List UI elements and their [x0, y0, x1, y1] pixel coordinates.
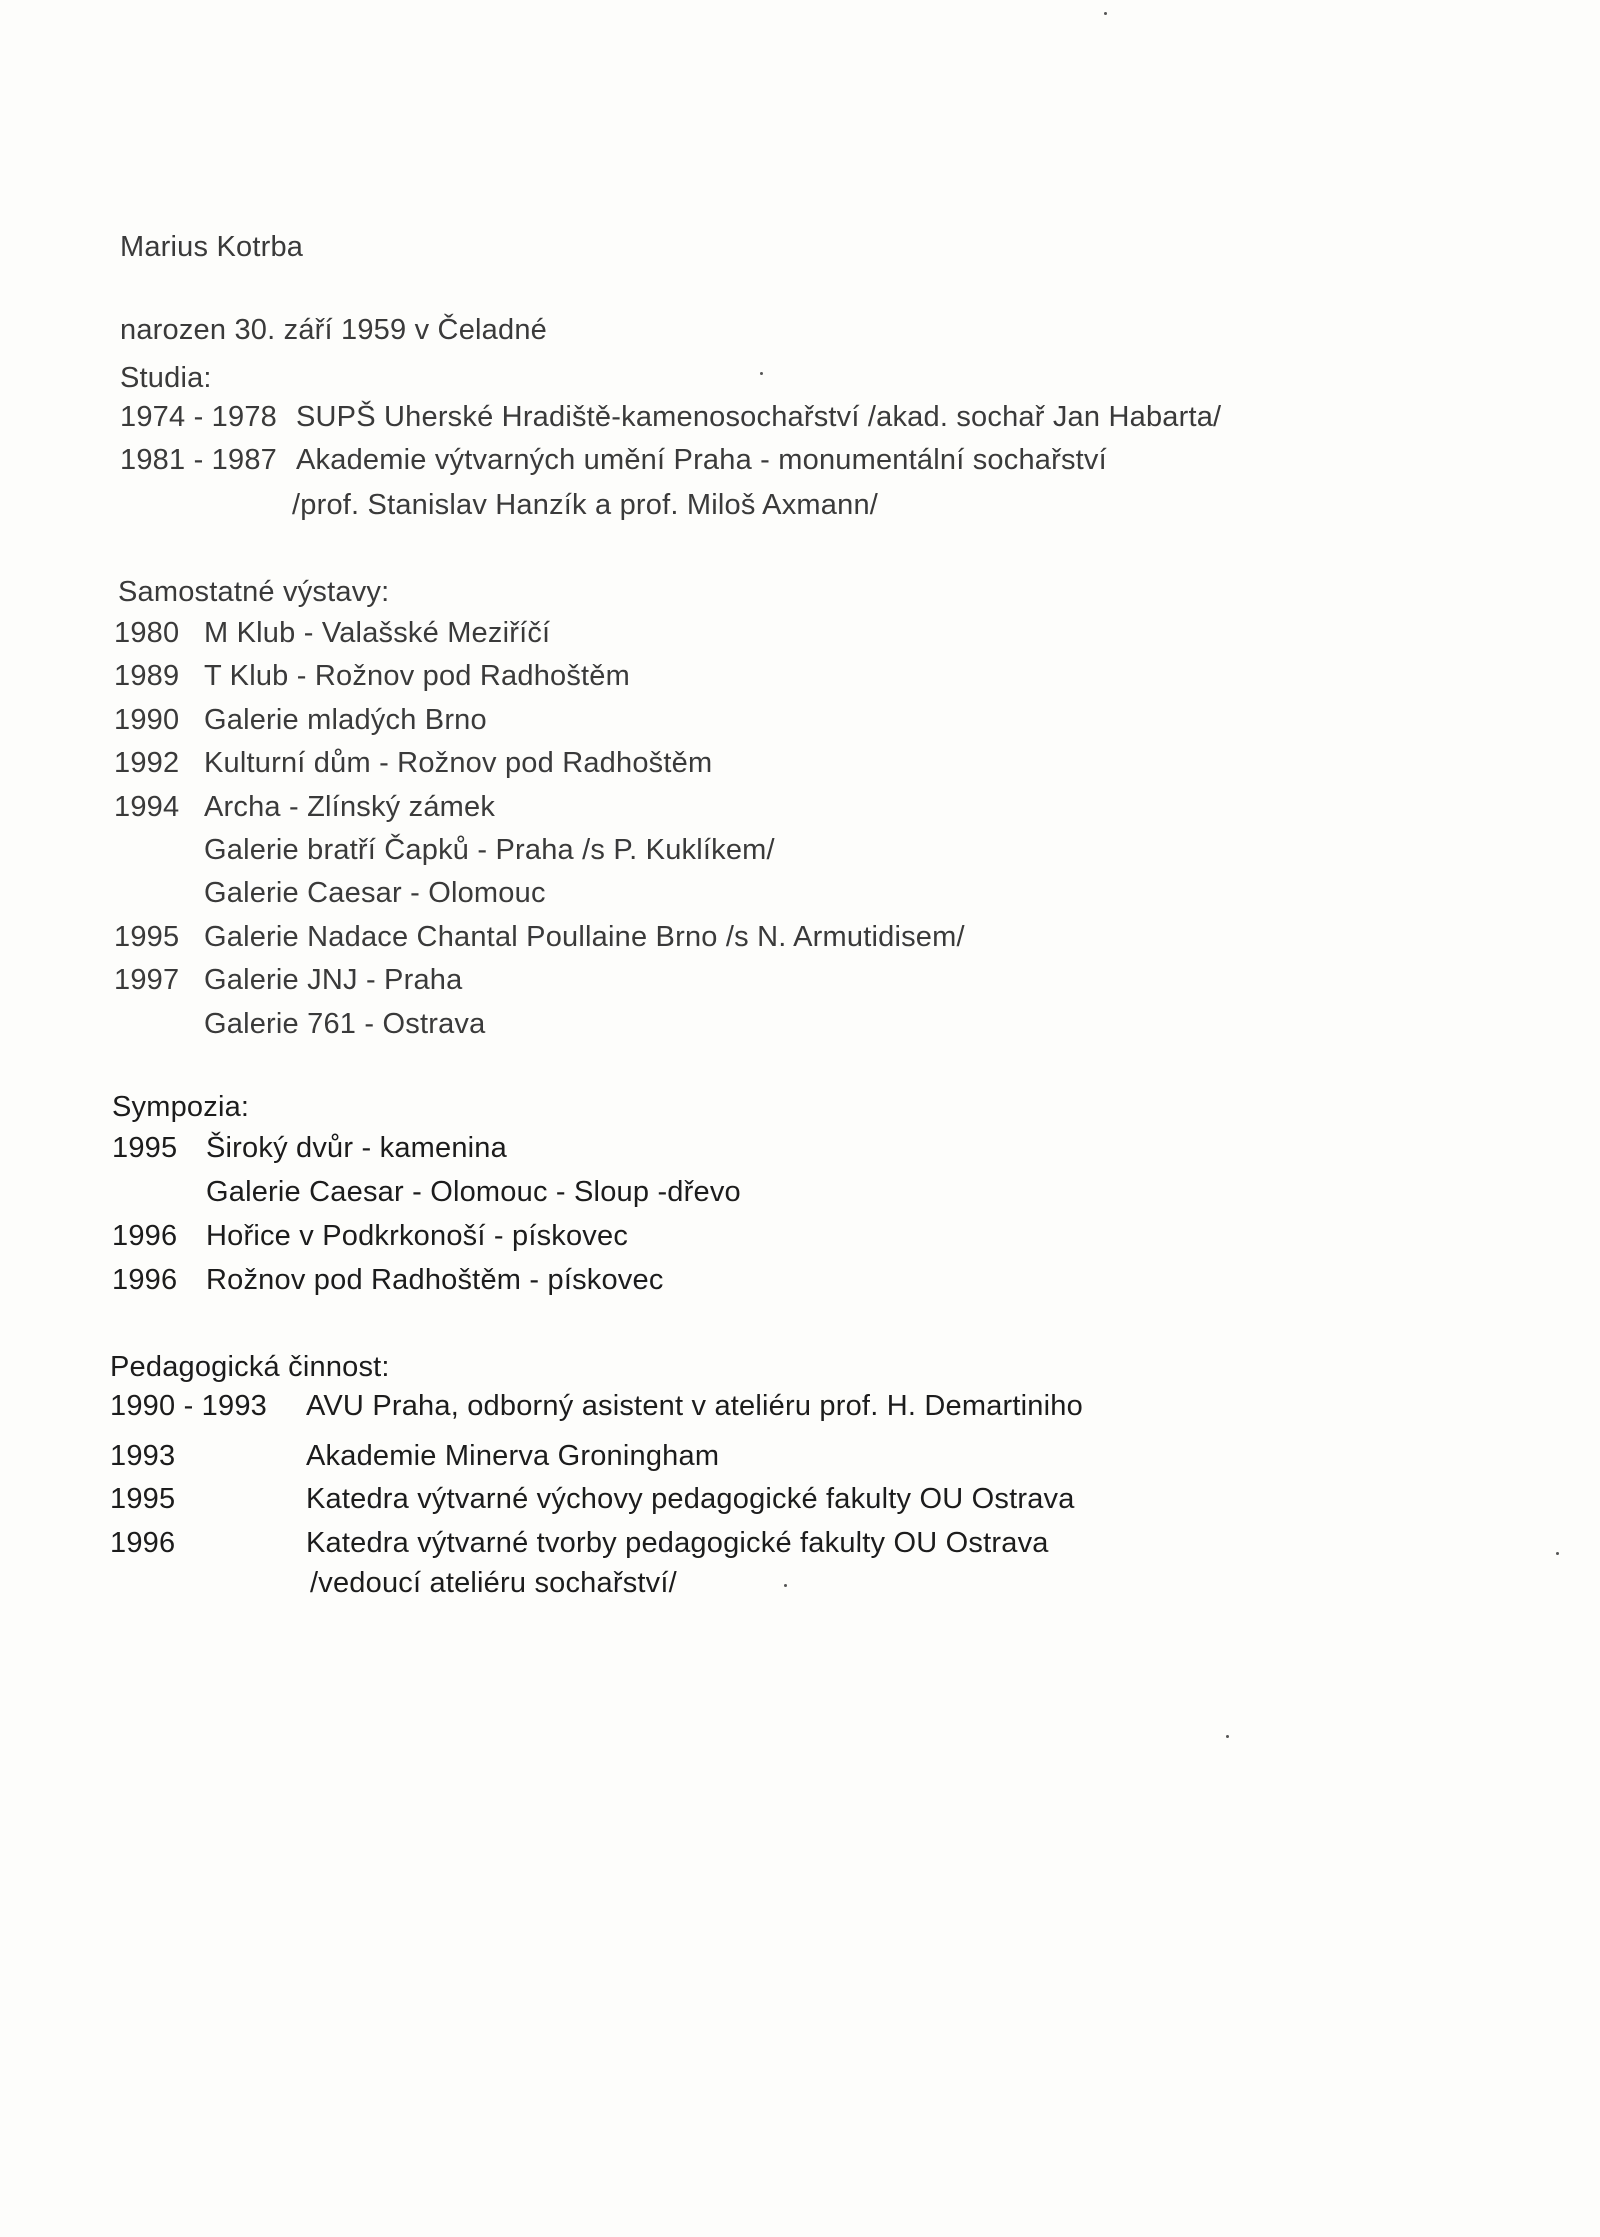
- studies-years: 1974 - 1978: [120, 401, 277, 433]
- solo-exhibition-row-text: Kulturní dům - Rožnov pod Radhoštěm: [204, 747, 713, 780]
- solo-exhibition-row-year: 1989: [114, 660, 180, 693]
- symposium-row-year: 1996: [112, 1220, 178, 1252]
- solo-exhibition-row-text: Galerie 761 - Ostrava: [204, 1007, 486, 1040]
- teaching-heading: Pedagogická činnost:: [110, 1351, 390, 1383]
- solo-exhibition-row-text: Galerie bratří Čapků - Praha /s P. Kuklíkem/: [204, 834, 775, 866]
- solo-exhibition-row-year: 1994: [114, 790, 180, 823]
- teaching-row-year: 1995: [110, 1483, 176, 1515]
- scan-speck: [1556, 1552, 1559, 1555]
- teaching-row-year: 1990 - 1993: [110, 1390, 267, 1422]
- symposium-row-year: 1995: [112, 1132, 178, 1164]
- teaching-row-text: Katedra výtvarné výchovy pedagogické fakulty OU Ostrava: [306, 1483, 1075, 1515]
- solo-exhibition-row-text: Galerie JNJ - Praha: [204, 964, 463, 997]
- teaching-row-year: 1996: [110, 1526, 176, 1559]
- symposium-row-year: 1996: [112, 1264, 178, 1296]
- solo-exhibition-row-text: Archa - Zlínský zámek: [204, 790, 496, 823]
- symposium-row-text: Galerie Caesar - Olomouc - Sloup -dřevo: [206, 1176, 741, 1208]
- solo-exhibition-row-year: 1997: [114, 964, 180, 997]
- solo-exhibition-row-year: 1992: [114, 747, 180, 780]
- symposium-row-text: Hořice v Podkrkonoší - pískovec: [206, 1220, 629, 1252]
- studies-continuation: /prof. Stanislav Hanzík a prof. Miloš Axmann/: [292, 489, 879, 521]
- solo-exhibition-row-text: Galerie Nadace Chantal Poullaine Brno /s N. Armutidisem/: [204, 920, 965, 953]
- scan-speck: [760, 372, 763, 375]
- birth-line: narozen 30. září 1959 v Čeladné: [120, 314, 547, 346]
- solo-heading: Samostatné výstavy:: [118, 576, 390, 608]
- teaching-continuation: /vedoucí ateliéru sochařství/: [310, 1567, 677, 1599]
- scan-speck: [1104, 12, 1107, 15]
- scan-speck: [784, 1584, 787, 1587]
- solo-exhibition-row-text: T Klub - Rožnov pod Radhoštěm: [204, 660, 630, 693]
- studies-text: Akademie výtvarných umění Praha - monumentální sochařství: [296, 444, 1107, 476]
- solo-exhibition-row-text: Galerie Caesar - Olomouc: [204, 877, 546, 910]
- teaching-row-text: AVU Praha, odborný asistent v ateliéru prof. H. Demartiniho: [306, 1390, 1083, 1422]
- studies-text: SUPŠ Uherské Hradiště-kamenosochařství /akad. sochař Jan Habarta/: [296, 401, 1222, 433]
- solo-exhibition-row-text: Galerie mladých Brno: [204, 703, 487, 736]
- studies-heading: Studia:: [120, 362, 212, 394]
- solo-exhibition-row-year: 1990: [114, 703, 180, 736]
- teaching-row-text: Akademie Minerva Groningham: [306, 1439, 720, 1472]
- teaching-row-year: 1993: [110, 1439, 176, 1472]
- author-name: Marius Kotrba: [120, 231, 304, 263]
- symposium-row-text: Široký dvůr - kamenina: [206, 1132, 507, 1164]
- studies-years: 1981 - 1987: [120, 444, 277, 476]
- solo-exhibition-row-text: M Klub - Valašské Meziříčí: [204, 617, 551, 649]
- symposium-row-text: Rožnov pod Radhoštěm - pískovec: [206, 1264, 664, 1296]
- symposia-heading: Sympozia:: [112, 1091, 250, 1123]
- teaching-row-text: Katedra výtvarné tvorby pedagogické fakulty OU Ostrava: [306, 1526, 1049, 1559]
- solo-exhibition-row-year: 1995: [114, 920, 180, 953]
- solo-exhibition-row-year: 1980: [114, 617, 180, 649]
- scan-speck: [1226, 1735, 1229, 1738]
